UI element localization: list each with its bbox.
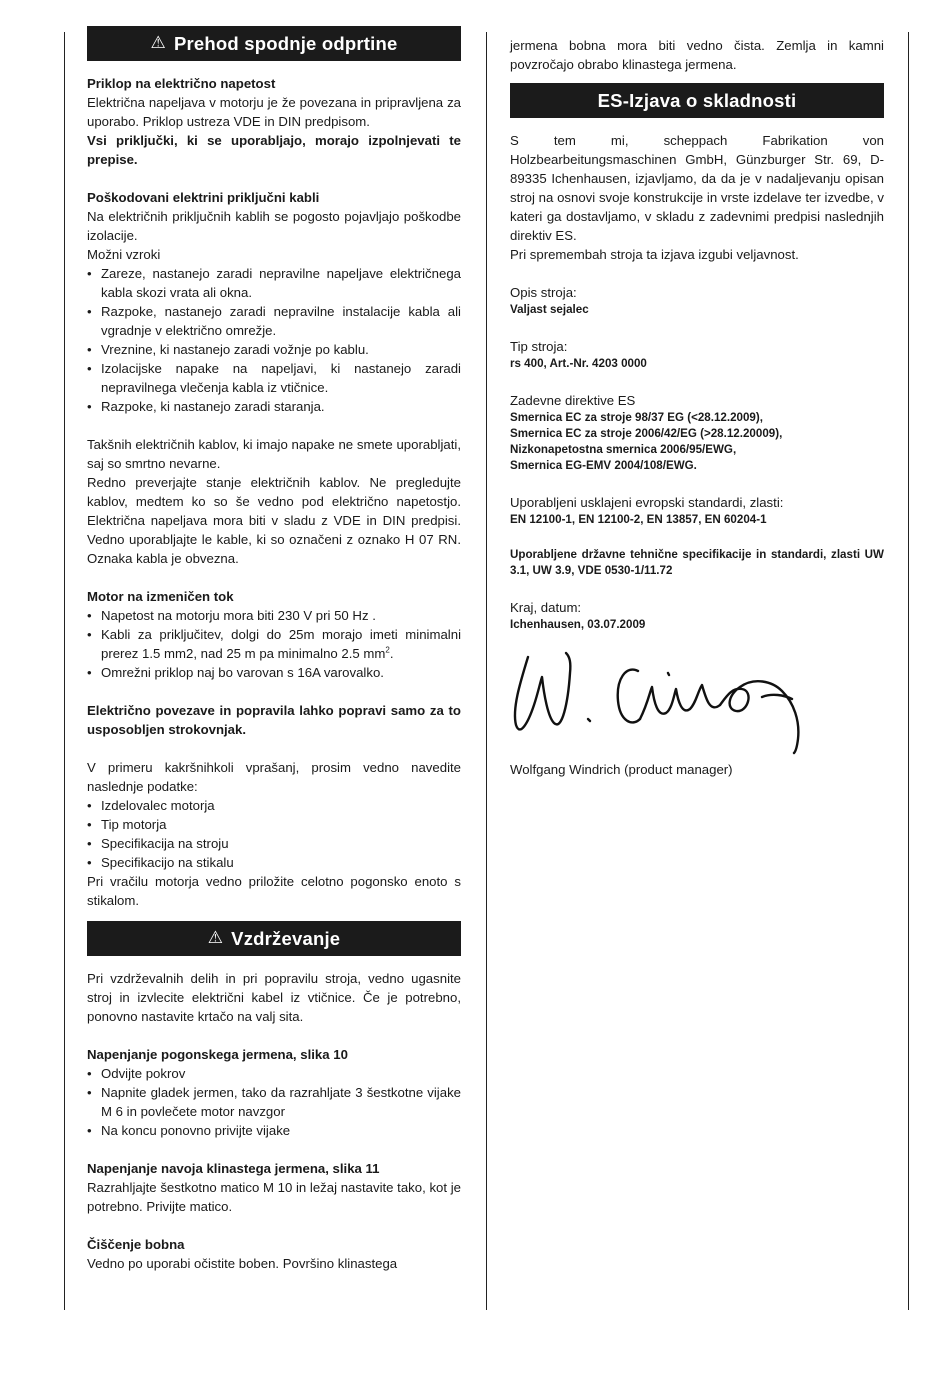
directive-line: Nizkonapetostna smernica 2006/95/EWG, (510, 443, 737, 456)
handwritten-signature (510, 643, 830, 758)
list-item: • Razpoke, ki nastanejo zaradi staranja. (87, 397, 461, 416)
signature-text: W. Windrich (510, 643, 516, 644)
list-item: • Zareze, nastanejo zaradi nepravilne napeljave električnega kabla skozi vrata ali okna. (87, 264, 461, 302)
directive-line: Smernica EC za stroje 2006/42/EG (>28.12.20009), (510, 427, 783, 440)
paragraph: Pri spremembah stroja ta izjava izgubi veljavnost. (510, 247, 799, 262)
subheading-damaged-cables: Poškodovani elektrini priključni kabli (87, 190, 320, 205)
label-machine-type: Tip stroja: (510, 339, 568, 354)
paragraph: Na električnih priključnih kablih se pogosto pojavljajo poškodbe izolacije. (87, 209, 461, 243)
value-machine-type: rs 400, Art.-Nr. 4203 0000 (510, 357, 647, 370)
paragraph: Razrahljajte šestkotno matico M 10 in ležaj nastavite tako, kot je potrebno. Privijte matico. (87, 1180, 461, 1214)
left-margin-rule (64, 32, 65, 1310)
paragraph-continued: jermena bobna mora biti vedno čista. Zemlja in kamni povzročajo obrabo klinastega jermena. (510, 38, 884, 72)
paragraph-bold: Vsi priključki, ki se uporabljajo, morajo izpolnjevati te prepise. (87, 133, 461, 167)
section-title: ES-Izjava o skladnosti (597, 90, 797, 111)
warning-triangle-icon: ⚠ (150, 33, 166, 52)
label-directives: Zadevne direktive ES (510, 393, 636, 408)
value-machine-description: Valjast sejalec (510, 303, 589, 316)
subheading-drum-cleaning: Čiščenje bobna (87, 1237, 185, 1252)
paragraph: Takšnih električnih kablov, ki imajo napake ne smete uporabljati, saj so smrtno nevarne. (87, 437, 461, 471)
list-item: • Izolacijske napake na napeljavi, ki nastanejo zaradi nepravilnega vlečenja kabla iz vtičnice. (87, 359, 461, 397)
label-machine-description: Opis stroja: (510, 285, 577, 300)
left-column (87, 26, 461, 1273)
paragraph-bold: Električno povezave in popravila lahko popravi samo za to usposobljen strokovnjak. (87, 703, 461, 737)
list-item: • Odvijte pokrov (87, 1064, 461, 1083)
subheading-v-belt: Napenjanje navoja klinastega jermena, slika 11 (87, 1161, 380, 1176)
directive-line: Smernica EG-EMV 2004/108/EWG. (510, 459, 697, 472)
paragraph: S tem mi, scheppach Fabrikation von Holzbearbeitungsmaschinen GmbH, Günzburger Str. 69, D-89335 Ichenhausen, izjavljamo, da da je v nadaljevanju opisan stroj na osnovi svoje konstrukcije in vrste izdelave ter izvedbe, v kateri ga dostavljamo, v skladu z zadevnimi predpisi naslednjih direktiv ES. (510, 133, 884, 243)
national-specifications: Uporabljene državne tehnične specifikacije in standardi, zlasti UW 3.1, UW 3.9, VDE 0530-1/11.72 (510, 548, 884, 577)
signer-name: Wolfgang Windrich (product manager) (510, 762, 733, 777)
subheading-ac-motor: Motor na izmeničen tok (87, 589, 234, 604)
subheading-electrical-connection: Priklop na električno napetost (87, 76, 276, 91)
paragraph: Možni vzroki (87, 247, 161, 262)
list-item: • Vreznine, ki nastanejo zaradi vožnje po kablu. (87, 340, 461, 359)
list-item: • Specifikacija na stroju (87, 834, 461, 853)
info-list (87, 796, 461, 872)
list-item: • Razpoke, nastanejo zaradi nepravilne instalacije kabla ali vgradnje v električno omrežje. (87, 302, 461, 340)
list-item: • Napetost na motorju mora biti 230 V pri 50 Hz . (87, 606, 461, 625)
right-margin-rule (908, 32, 909, 1310)
center-divider-rule (486, 32, 487, 1310)
paragraph: Pri vračilu motorja vedno priložite celotno pogonsko enoto s stikalom. (87, 874, 461, 908)
paragraph: Pri vzdrževalnih delih in pri popravilu stroja, vedno ugasnite stroj in izvlecite električni kabel iz vtičnice. Če je potrebno, ponovno nastavite krtačo na valj sita. (87, 971, 461, 1024)
list-item: • Izdelovalec motorja (87, 796, 461, 815)
paragraph: V primeru kakršnihkoli vprašanj, prosim vedno navedite naslednje podatke: (87, 760, 461, 794)
steps-list (87, 1064, 461, 1140)
list-item: • Omrežni priklop naj bo varovan s 16A varovalko. (87, 663, 461, 682)
paragraph: Električna napeljava v motorju je že povezana in pripravljena za uporabo. Priklop ustreza VDE in DIN predpisom. (87, 95, 461, 129)
directive-line: Smernica EC za stroje 98/37 EG (<28.12.2009), (510, 411, 763, 424)
label-place-date: Kraj, datum: (510, 600, 582, 615)
list-item: • Tip motorja (87, 815, 461, 834)
list-item: • Napnite gladek jermen, tako da razrahljate 3 šestkotne vijake M 6 in povlečete motor navzgor (87, 1083, 461, 1121)
value-place-date: Ichenhausen, 03.07.2009 (510, 618, 646, 631)
subheading-drive-belt: Napenjanje pogonskega jermena, slika 10 (87, 1047, 348, 1062)
motor-list (87, 606, 461, 682)
list-item: • Specifikacijo na stikalu (87, 853, 461, 872)
label-standards: Uporabljeni usklajeni evropski standardi, zlasti: (510, 495, 784, 510)
causes-list (87, 264, 461, 416)
value-standards: EN 12100-1, EN 12100-2, EN 13857, EN 60204-1 (510, 513, 767, 526)
list-item: • Na koncu ponovno privijte vijake (87, 1121, 461, 1140)
section-heading-maintenance (87, 921, 461, 956)
section-heading-bottom-opening (87, 26, 461, 61)
warning-triangle-icon: ⚠ (207, 928, 224, 947)
paragraph: Redno preverjajte stanje električnih kablov. Ne pregledujte kablov, medtem ko so še vedno pod električno napetostjo. Električna napeljava mora biti v sladu z VDE in DIN predpisi. Vedno uporabljajte le kable, ki so označeni z oznako H 07 RN. Oznaka kabla je obvezna. (87, 475, 461, 566)
section-title: Prehod spodnje odprtine (173, 33, 398, 54)
paragraph: Vedno po uporabi očistite boben. Površino klinastega (87, 1256, 398, 1271)
list-item: • Kabli za priključitev, dolgi do 25m morajo imeti minimalni prerez 1.5 mm2, nad 25 m pa minimalno 2.5 $mm^2$. (87, 625, 461, 663)
right-column (510, 36, 884, 779)
section-heading-declaration (510, 83, 884, 118)
section-title: Vzdrževanje (231, 928, 341, 949)
